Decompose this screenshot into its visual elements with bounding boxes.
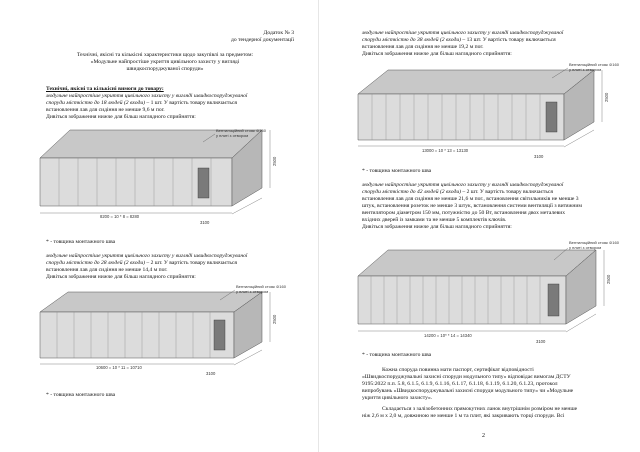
item2-line1: модульне найпростіше укриття цивільного захисту у вигляді швидкоспоруджуваної xyxy=(46,253,248,259)
appendix-subtitle: до тендерної документації xyxy=(231,37,294,43)
length-dimension: 8200 = 10 * 8 = 8280 xyxy=(100,214,140,219)
para1-line3: 9195:2022 п.п. 5.8, 6.1.5, 6.1.9, 6.1.16, 6.1.17, 6.1.18, 6.1.19, 6.1.20, 6.1.23, протокол xyxy=(362,381,558,387)
para1-line4: випробувань «Швидкоспоруджувальні захисні споруди модульного типу» чи «Модульне xyxy=(362,388,574,394)
footnote-4: * - товщина монтажного шва xyxy=(362,352,432,358)
vent-label-2: у плиті з отвором xyxy=(236,289,269,294)
height-dimension: 2500 xyxy=(272,156,277,166)
shelter-drawing-42 xyxy=(350,232,620,344)
item4-line2: споруди місткістю до 42 людей (2 входи) – 2 шт. У вартість товару включається xyxy=(362,189,553,195)
para1-line5: укриття цивільного захисту». xyxy=(362,395,433,401)
requirements-heading: Технічні, якісні та кількісні вимоги до товару: xyxy=(46,86,164,92)
para1-line2: «Швидкоспоруджувальні захисні споруди модульного типу» відповідає вимогам ДСТУ xyxy=(362,374,571,380)
length-dimension: 10600 = 10 * 11 = 10710 xyxy=(96,365,142,370)
item4-line4: штук, встановлення розеток не менше 3 штук, встановлення системи вентиляції з витяжним xyxy=(362,203,582,209)
vent-label-2: у плиті з отвором xyxy=(569,245,602,250)
footnote-1: * - товщина монтажного шва xyxy=(46,239,116,245)
item3-line3: встановлення лав для сидіння не менше 19,2 м пог. xyxy=(362,44,484,50)
vent-label-2: у плиті з отвором xyxy=(216,133,249,138)
height-dimension: 2500 xyxy=(272,314,277,324)
intro-subject: «Модульне найпростіше укриття цивільного захисту у вигляді xyxy=(90,59,240,65)
para2-line1: Складається з залізобетонних прямокутних ланок внутрішнім розміром не менше xyxy=(382,406,578,412)
shelter-drawing-38 xyxy=(350,56,620,160)
para2-line2: ніж 2,6 м х 2,0 м, довжиною не менше 1 м та плит, які закривають торці споруди. Всі xyxy=(362,413,565,419)
para1-line1: Кожна споруда повинна мати паспорт, сертифікат відповідності xyxy=(382,367,534,373)
width-dimension: 3100 xyxy=(534,154,544,159)
vent-label: Вентиляційний стояк ⊘160 xyxy=(569,62,619,67)
shelter-drawing-18 xyxy=(30,118,290,228)
length-dimension: 14200 = 10* * 14 = 14340 xyxy=(424,333,472,338)
vent-label: Вентиляційний стояк ⊘160 xyxy=(236,284,286,289)
item4-line7: Дивіться зображення нижче для більш наглядного сприйняття: xyxy=(362,224,512,230)
vent-label: Вентиляційний стояк ⊘160 xyxy=(216,128,266,133)
item2-line2: споруди місткістю до 28 людей (2 входи) – 2 шт. У вартість товару включається xyxy=(46,260,237,266)
item1-line2: споруди місткістю до 18 людей (2 входи) – 1 шт. У вартість товару включається xyxy=(46,100,237,106)
item4-line6: вхідних дверей із замками та не менше 5 комплектів ключів. xyxy=(362,217,507,223)
item2-line4: Дивіться зображення нижче для більш наглядного сприйняття: xyxy=(46,274,196,280)
intro-subject-cont: швидкоспоруджуваної споруди» xyxy=(126,66,204,72)
item1-line4: Дивіться зображення нижче для більш наглядного сприйняття: xyxy=(46,114,196,120)
width-dimension: 3100 xyxy=(206,371,216,376)
width-dimension: 3100 xyxy=(200,220,210,225)
item4-line5: вентилятором діаметром 150 мм, потужністю до 50 Вт, встановлення двох металевих xyxy=(362,210,566,216)
height-dimension: 2500 xyxy=(606,274,611,284)
item3-line4: Дивіться зображення нижче для більш наглядного сприйняття: xyxy=(362,51,512,57)
document-page-right xyxy=(322,0,636,452)
page-divider xyxy=(318,0,319,452)
item3-line1: модульне найпростіше укриття цивільного захисту у вигляді швидкоспоруджуваної xyxy=(362,30,564,36)
item4-line3: встановлення лав для сидіння не менше 21,6 м пог., встановлення світильників не менше 3 xyxy=(362,196,579,202)
item4-line1: модульне найпростіше укриття цивільного захисту у вигляді швидкоспоруджуваної xyxy=(362,182,564,188)
item1-line3: встановлення лав для сидіння не менше 9,6 м пог. xyxy=(46,107,165,113)
length-dimension: 13000 = 10 * 13 = 13130 xyxy=(422,148,469,153)
item1-line1: модульне найпростіше укриття цивільного захисту у вигляді швидкоспоруджуваної xyxy=(46,93,248,99)
footnote-2: * - товщина монтажного шва xyxy=(46,392,116,398)
item2-line3: встановлення лав для сидіння не менше 14,4 м пог. xyxy=(46,267,168,273)
vent-label-2: у плиті з отвором xyxy=(569,67,602,72)
intro-title: Технічні, якісні та кількісні характеристики щодо закупівлі за предметом: xyxy=(76,52,254,58)
document-page-left xyxy=(0,0,314,452)
item3-line2: споруди місткістю до 38 людей (2 входи) – 13 шт. У вартість товару включається xyxy=(362,37,556,43)
footnote-3: * - товщина монтажного шва xyxy=(362,168,432,174)
appendix-number: Додаток № 3 xyxy=(263,30,294,36)
vent-label: Вентиляційний стояк ⊘160 xyxy=(569,240,619,245)
width-dimension: 3100 xyxy=(536,339,546,344)
shelter-drawing-28 xyxy=(30,280,290,380)
page-number: 2 xyxy=(482,433,485,439)
height-dimension: 2500 xyxy=(604,92,609,102)
